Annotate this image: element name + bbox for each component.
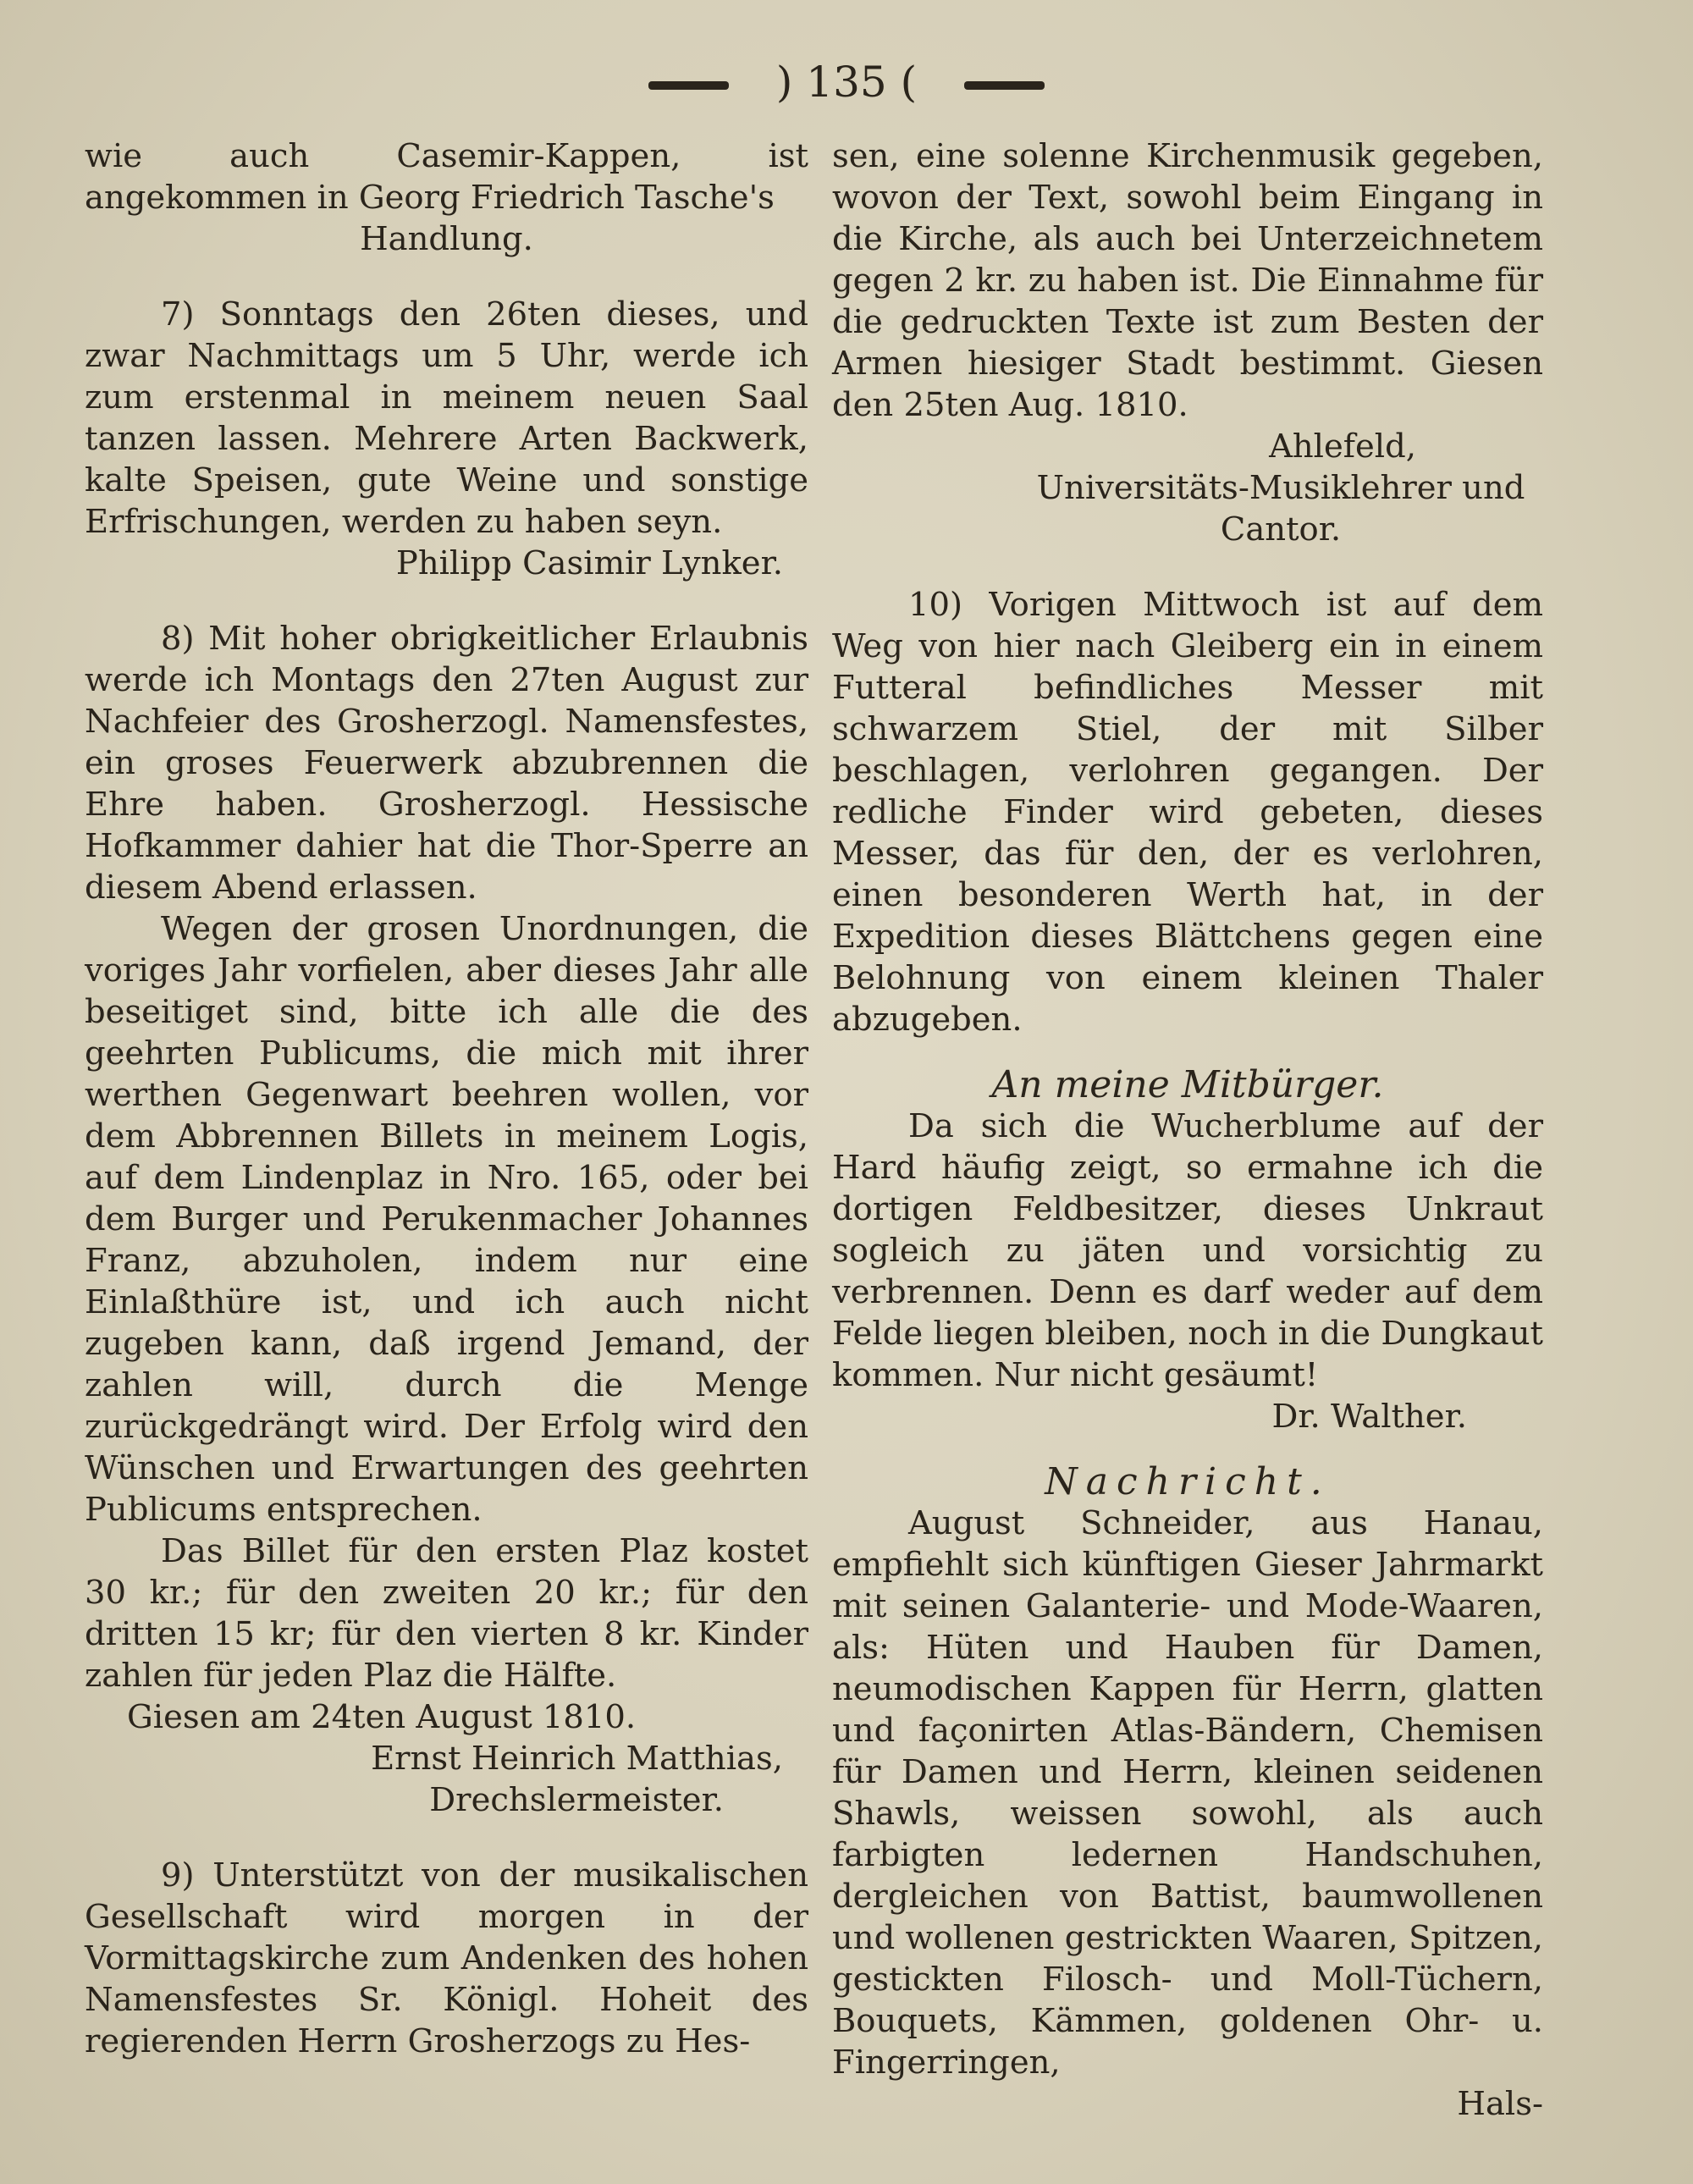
- notice-8-signature-name: Ernst Heinrich Matthias,: [371, 1740, 783, 1778]
- citizens-notice-signature: Dr. Walther.: [1271, 1398, 1467, 1436]
- notice-10-text: 10) Vorigen Mittwoch ist auf dem Weg von hier nach Gleiberg ein in einem Futteral befindliches Messer mit schwarzem Stiel, der mit Silber beschlagen, verlohren gegangen. Der redliche Finder wird gebeten, dieses Messer, das für den, der es verlohren, einen besonderen Werth hat, in der Expedition dieses Blättchens gegen eine Belohnung von einem kleinen Thaler abzugeben.: [832, 586, 1543, 1039]
- citizens-notice-title: An meine Mitbürger.: [991, 1063, 1384, 1106]
- continued-notice-signature: Handlung.: [360, 220, 533, 258]
- notice-8-dateline: Giesen am 24ten August 1810.: [127, 1698, 637, 1736]
- continued-notice-text: wie auch Casemir-Kappen, ist angekommen in Georg Friedrich Tasche's: [85, 137, 808, 217]
- header-rule-right: [964, 81, 1045, 90]
- notice-9-continued-text: sen, eine solenne Kirchenmusik gegeben, wovon der Text, sowohl beim Eingang in die Kirche, als auch bei Unterzeichnetem gegen 2 kr. zu haben ist. Die Einnahme für die gedruckten Texte ist zum Besten der Armen hiesiger Stadt bestimmt. Giesen den 25ten Aug. 1810.: [832, 137, 1543, 424]
- nachricht-title: Nachricht.: [1045, 1460, 1331, 1503]
- citizens-notice-text: Da sich die Wucherblume auf der Hard häufig zeigt, so ermahne ich die dortigen Feldbesitzer, dieses Unkraut sogleich zu jäten und vorsichtig zu verbrennen. Denn es darf weder auf dem Felde liegen bleiben, noch in die Dungkaut kommen. Nur nicht gesäumt!: [832, 1107, 1543, 1394]
- notice-8-paragraph-1: 8) Mit hoher obrigkeitlicher Erlaubnis werde ich Montags den 27ten August zur Nachfeier des Grosherzogl. Namensfestes, ein groses Feuerwerk abzubrennen die Ehre haben. Grosherzogl. Hessische Hofkammer dahier hat die Thor-Sperre an diesem Abend erlassen.: [85, 620, 808, 907]
- notice-7-text: 7) Sonntags den 26ten dieses, und zwar Nachmittags um 5 Uhr, werde ich zum erstenmal in meinem neuen Saal tanzen lassen. Mehrere Arten Backwerk, kalte Speisen, gute Weine und sonstige Erfrischungen, werden zu haben seyn.: [85, 295, 808, 541]
- notice-8-signature-title: Drechslermeister.: [429, 1781, 724, 1819]
- left-column: [85, 135, 808, 2062]
- page-header: [0, 52, 1693, 112]
- right-column: [832, 135, 1543, 2125]
- notice-9-text: 9) Unterstützt von der musikalischen Gesellschaft wird morgen in der Vormittagskirche zum Andenken des hohen Namensfestes Sr. Königl. Hoheit des regierenden Herrn Grosherzogs zu Hes-: [85, 1856, 808, 2060]
- notice-7-signature: Philipp Casimir Lynker.: [395, 544, 783, 582]
- header-rule-left: [648, 81, 729, 90]
- notice-8-paragraph-2: Wegen der grosen Unordnungen, die voriges Jahr vorfielen, aber dieses Jahr alle beseitiget sind, bitte ich alle die des geehrten Publicums, die mich mit ihrer werthen Gegenwart beehren wollen, vor dem Abbrennen Billets in meinem Logis, auf dem Lindenplaz in Nro. 165, oder bei dem Burger und Perukenmacher Johannes Franz, abzuholen, indem nur eine Einlaßthüre ist, und ich auch nicht zugeben kann, daß irgend Jemand, der zahlen will, durch die Menge zurückgedrängt wird. Der Erfolg wird den Wünschen und Erwartungen des geehrten Publicums entsprechen.: [85, 910, 808, 1529]
- notice-8-paragraph-3: Das Billet für den ersten Plaz kostet 30 kr.; für den zweiten 20 kr.; für den dritten 15 kr; für den vierten 8 kr. Kinder zahlen für jeden Plaz die Hälfte.: [85, 1532, 808, 1695]
- notice-9-signature-name: Ahlefeld,: [1269, 427, 1416, 466]
- notice-9-signature-title: Universitäts-Musiklehrer und Cantor.: [1036, 469, 1525, 549]
- page-number: ) 135 (: [775, 58, 918, 107]
- nachricht-text: August Schneider, aus Hanau, empfiehlt sich künftigen Gieser Jahrmarkt mit seinen Galanterie- und Mode-Waaren, als: Hüten und Hauben für Damen, neumodischen Kappen für Herrn, glatten und façonirten Atlas-Bändern, Chemisen für Damen und Herrn, kleinen seidenen Shawls, weissen sowohl, als auch farbigten ledernen Handschuhen, dergleichen von Battist, baumwollenen und wollenen gestrickten Waaren, Spitzen, gestickten Filosch- und Moll-Tüchern, Bouquets, Kämmen, goldenen Ohr- u. Fingerringen,: [832, 1504, 1543, 2082]
- nachricht-catchword: Hals-: [1457, 2085, 1543, 2123]
